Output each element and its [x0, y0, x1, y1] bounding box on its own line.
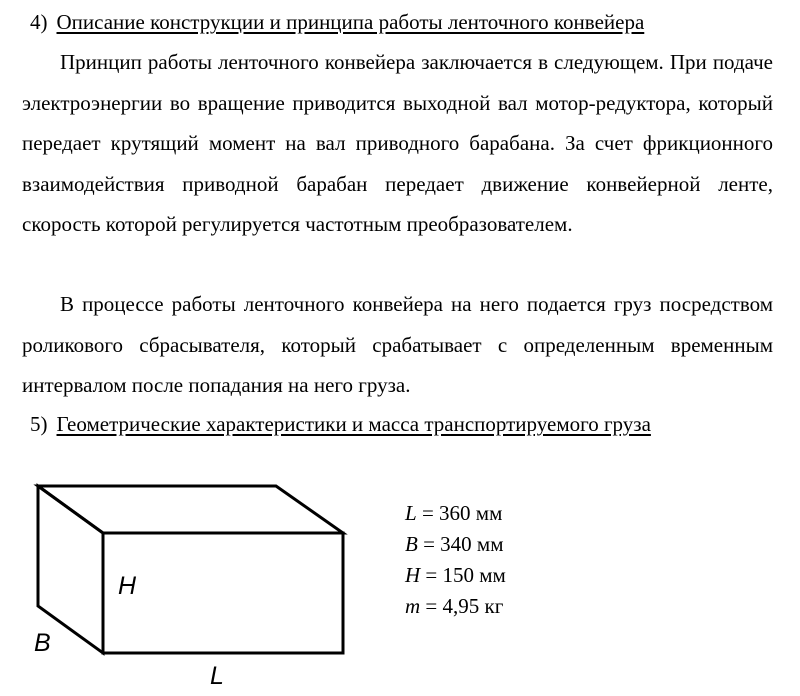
paragraph-principle: Принцип работы ленточного конвейера заключается в следующем. При подаче электроэнергии во вращение приводится выходной вал мотор-редуктора, который передает крутящий момент на вал приводного барабана. За счет фрикционного взаимодействия приводной барабан передает движение конвейерной ленте, скорость которой регулируется частотным преобразователем.: [22, 50, 773, 237]
spec-length: L = 360 мм: [405, 501, 503, 525]
section-5-number: 5): [30, 412, 48, 436]
box-label-l: L: [210, 662, 224, 690]
box-front-face: [103, 533, 343, 653]
box-side-face: [38, 486, 103, 653]
spec-width: B = 340 мм: [405, 532, 504, 556]
box-label-b: B: [34, 629, 51, 657]
spec-height: H = 150 мм: [405, 563, 506, 587]
box-label-h: H: [118, 572, 137, 600]
section-5-heading: [30, 411, 651, 437]
section-4-number: 4): [30, 10, 48, 34]
section-4-title: Описание конструкции и принципа работы ленточного конвейера: [56, 10, 645, 34]
cargo-specs: [405, 498, 506, 622]
section-4-heading: [30, 9, 644, 35]
spec-mass: m = 4,95 кг: [405, 594, 504, 618]
cargo-box-diagram: [0, 470, 360, 696]
paragraph-process: В процессе работы ленточного конвейера на него подается груз посредством роликового сбрасывателя, который срабатывает с определенным временным интервалом после попадания на него груза.: [22, 292, 773, 398]
section-5-title: Геометрические характеристики и масса транспортируемого груза: [56, 412, 651, 436]
box-top-face: [38, 486, 343, 533]
